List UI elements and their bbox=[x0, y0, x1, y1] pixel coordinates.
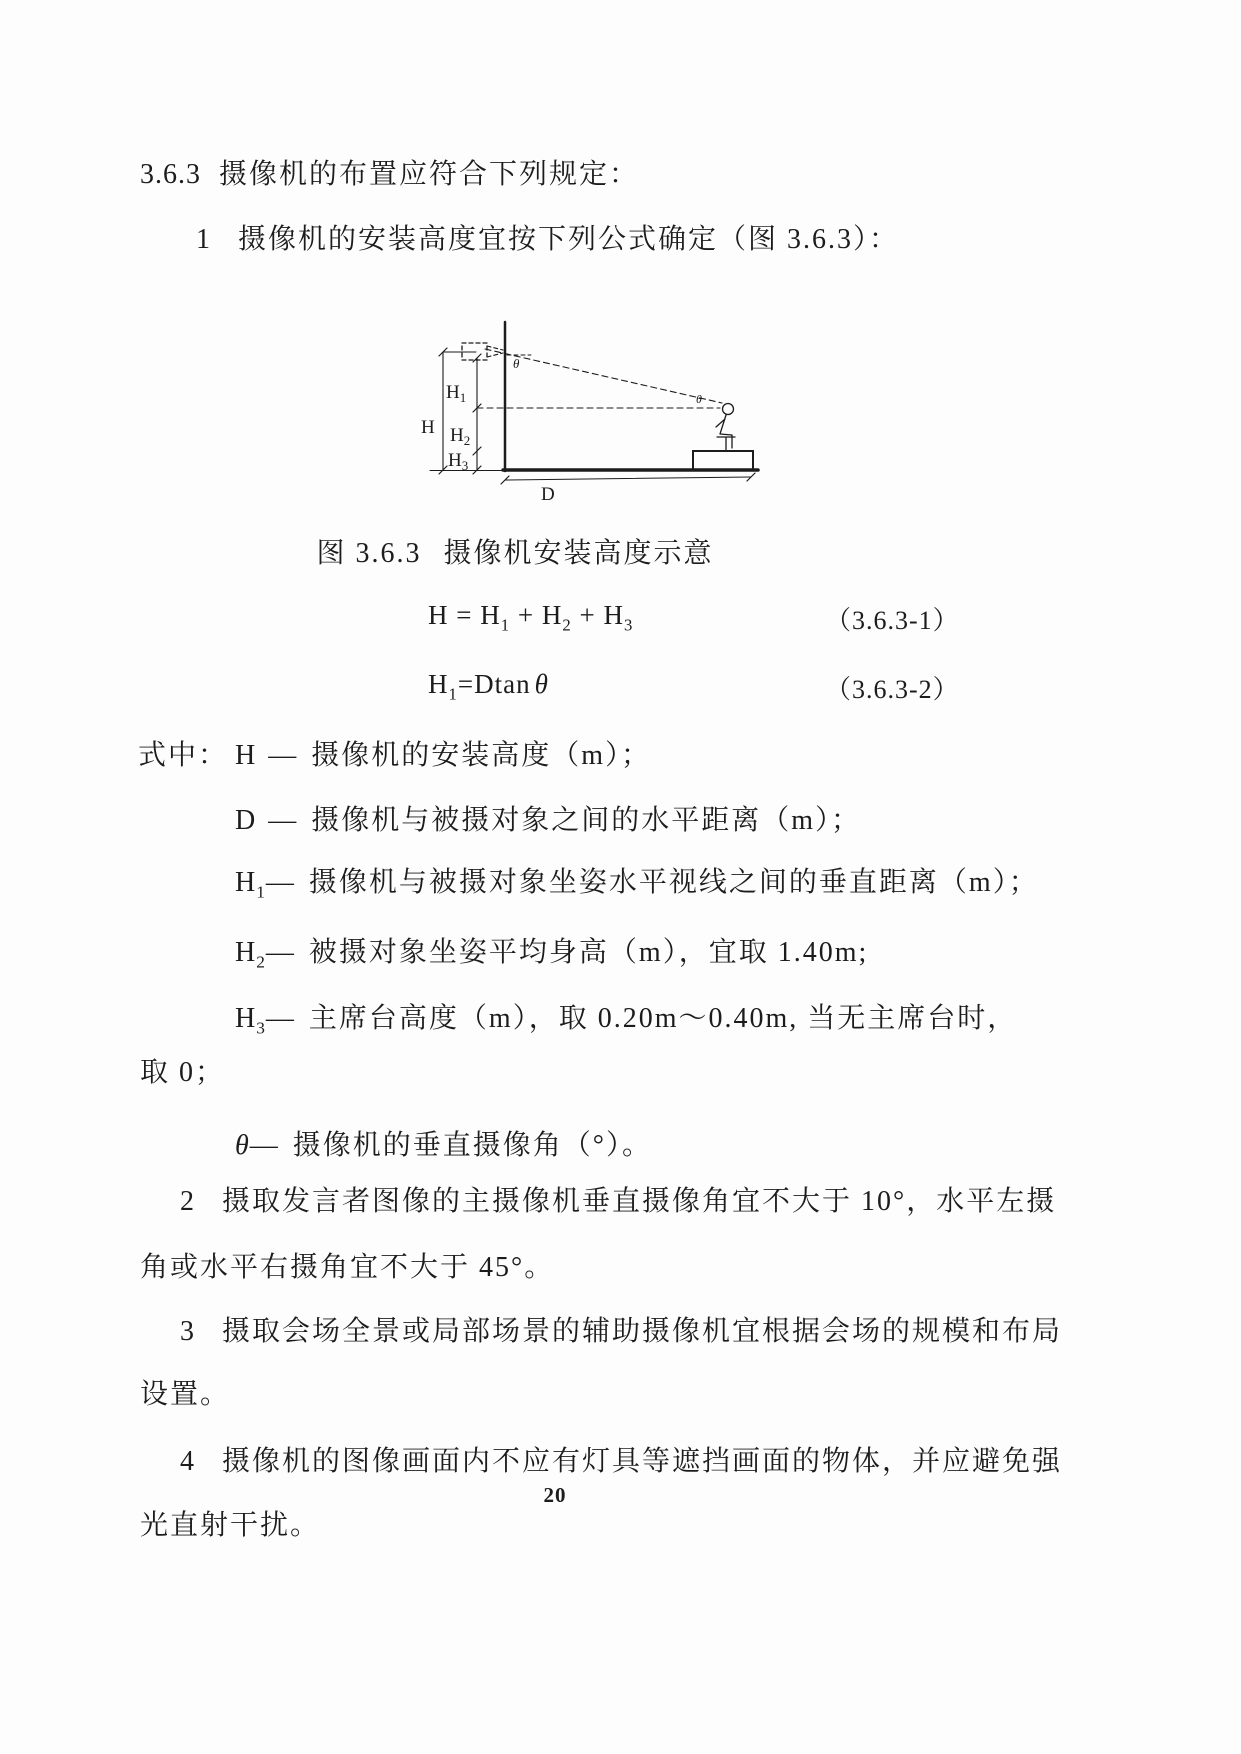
label-theta-camera: θ bbox=[513, 356, 520, 371]
item-number: 3 bbox=[180, 1316, 194, 1347]
list-item-2-line2: 角或水平右摄角宜不大于 45°。 bbox=[140, 1252, 555, 1283]
dimension-D bbox=[505, 477, 751, 480]
item-text: 摄像机的安装高度宜按下列公式确定（图 3.6.3）： bbox=[238, 224, 900, 255]
list-item-3-line2: 设置。 bbox=[140, 1379, 231, 1410]
page-number: 20 bbox=[543, 1483, 567, 1507]
sight-line bbox=[485, 349, 722, 403]
list-item-3 bbox=[180, 1317, 1062, 1347]
where-label: 式中： bbox=[138, 740, 229, 771]
definition-D: D — 摄像机与被摄对象之间的水平距离（m）； bbox=[235, 805, 862, 836]
definition-H1: $H_1—$ 摄像机与被摄对象坐姿水平视线之间的垂直距离（m）； bbox=[235, 867, 1039, 902]
item-text: 摄像机的图像画面内不应有灯具等遮挡画面的物体，并应避免强 bbox=[222, 1446, 1063, 1477]
formula-1-body: $H = H_1 + H_2 + H_3$ bbox=[428, 600, 634, 635]
formula-2-body: $H_1=Dtan$ θ bbox=[428, 669, 549, 704]
list-item-4 bbox=[180, 1447, 1062, 1477]
label-H1: $H_1$ bbox=[446, 382, 467, 405]
clause-heading bbox=[140, 160, 639, 190]
definition-H2: $H_2—$ 被摄对象坐姿平均身高（m），宜取 1.40m; bbox=[235, 937, 869, 972]
figure-diagram bbox=[415, 315, 770, 510]
formula-1-number: （3.6.3-1） bbox=[825, 606, 960, 635]
label-H2: $H_2$ bbox=[450, 425, 471, 448]
label-D: D bbox=[541, 484, 555, 505]
item-number: 2 bbox=[180, 1186, 194, 1217]
definition-H3-continuation: 取 0； bbox=[140, 1057, 226, 1088]
definition-theta: θ— 摄像机的垂直摄像角（°）。 bbox=[235, 1130, 652, 1161]
figure-caption-label: 图 3.6.3 bbox=[316, 538, 422, 569]
definition-H: H — 摄像机的安装高度（m）； bbox=[235, 740, 652, 771]
rostrum-box bbox=[693, 451, 753, 470]
list-item-1 bbox=[196, 225, 899, 255]
clause-number: 3.6.3 bbox=[140, 159, 201, 190]
formula-2-number: （3.6.3-2） bbox=[825, 675, 960, 704]
item-number: 1 bbox=[196, 224, 210, 255]
clause-text: 摄像机的布置应符合下列规定： bbox=[219, 159, 640, 190]
person-head bbox=[723, 404, 734, 415]
label-H: H bbox=[421, 417, 435, 438]
person-figure bbox=[716, 415, 732, 448]
figure-caption-title: 摄像机安装高度示意 bbox=[443, 538, 714, 569]
formula-1 bbox=[0, 600, 1241, 636]
item-text: 摄取发言者图像的主摄像机垂直摄像角宜不大于 10°，水平左摄 bbox=[222, 1186, 1057, 1217]
definition-H3: $H_3—$ 主席台高度（m），取 0.20m～0.40m, 当无主席台时， bbox=[235, 1003, 1018, 1038]
label-theta-subject: θ bbox=[696, 392, 702, 406]
list-item-4-line2: 光直射干扰。 bbox=[140, 1510, 321, 1541]
list-item-2 bbox=[180, 1187, 1056, 1217]
figure-caption bbox=[140, 531, 890, 571]
formula-2 bbox=[0, 669, 1241, 705]
item-number: 4 bbox=[180, 1446, 194, 1477]
item-text: 摄取会场全景或局部场景的辅助摄像机宜根据会场的规模和布局 bbox=[222, 1316, 1063, 1347]
label-H3: $H_3$ bbox=[448, 450, 469, 473]
